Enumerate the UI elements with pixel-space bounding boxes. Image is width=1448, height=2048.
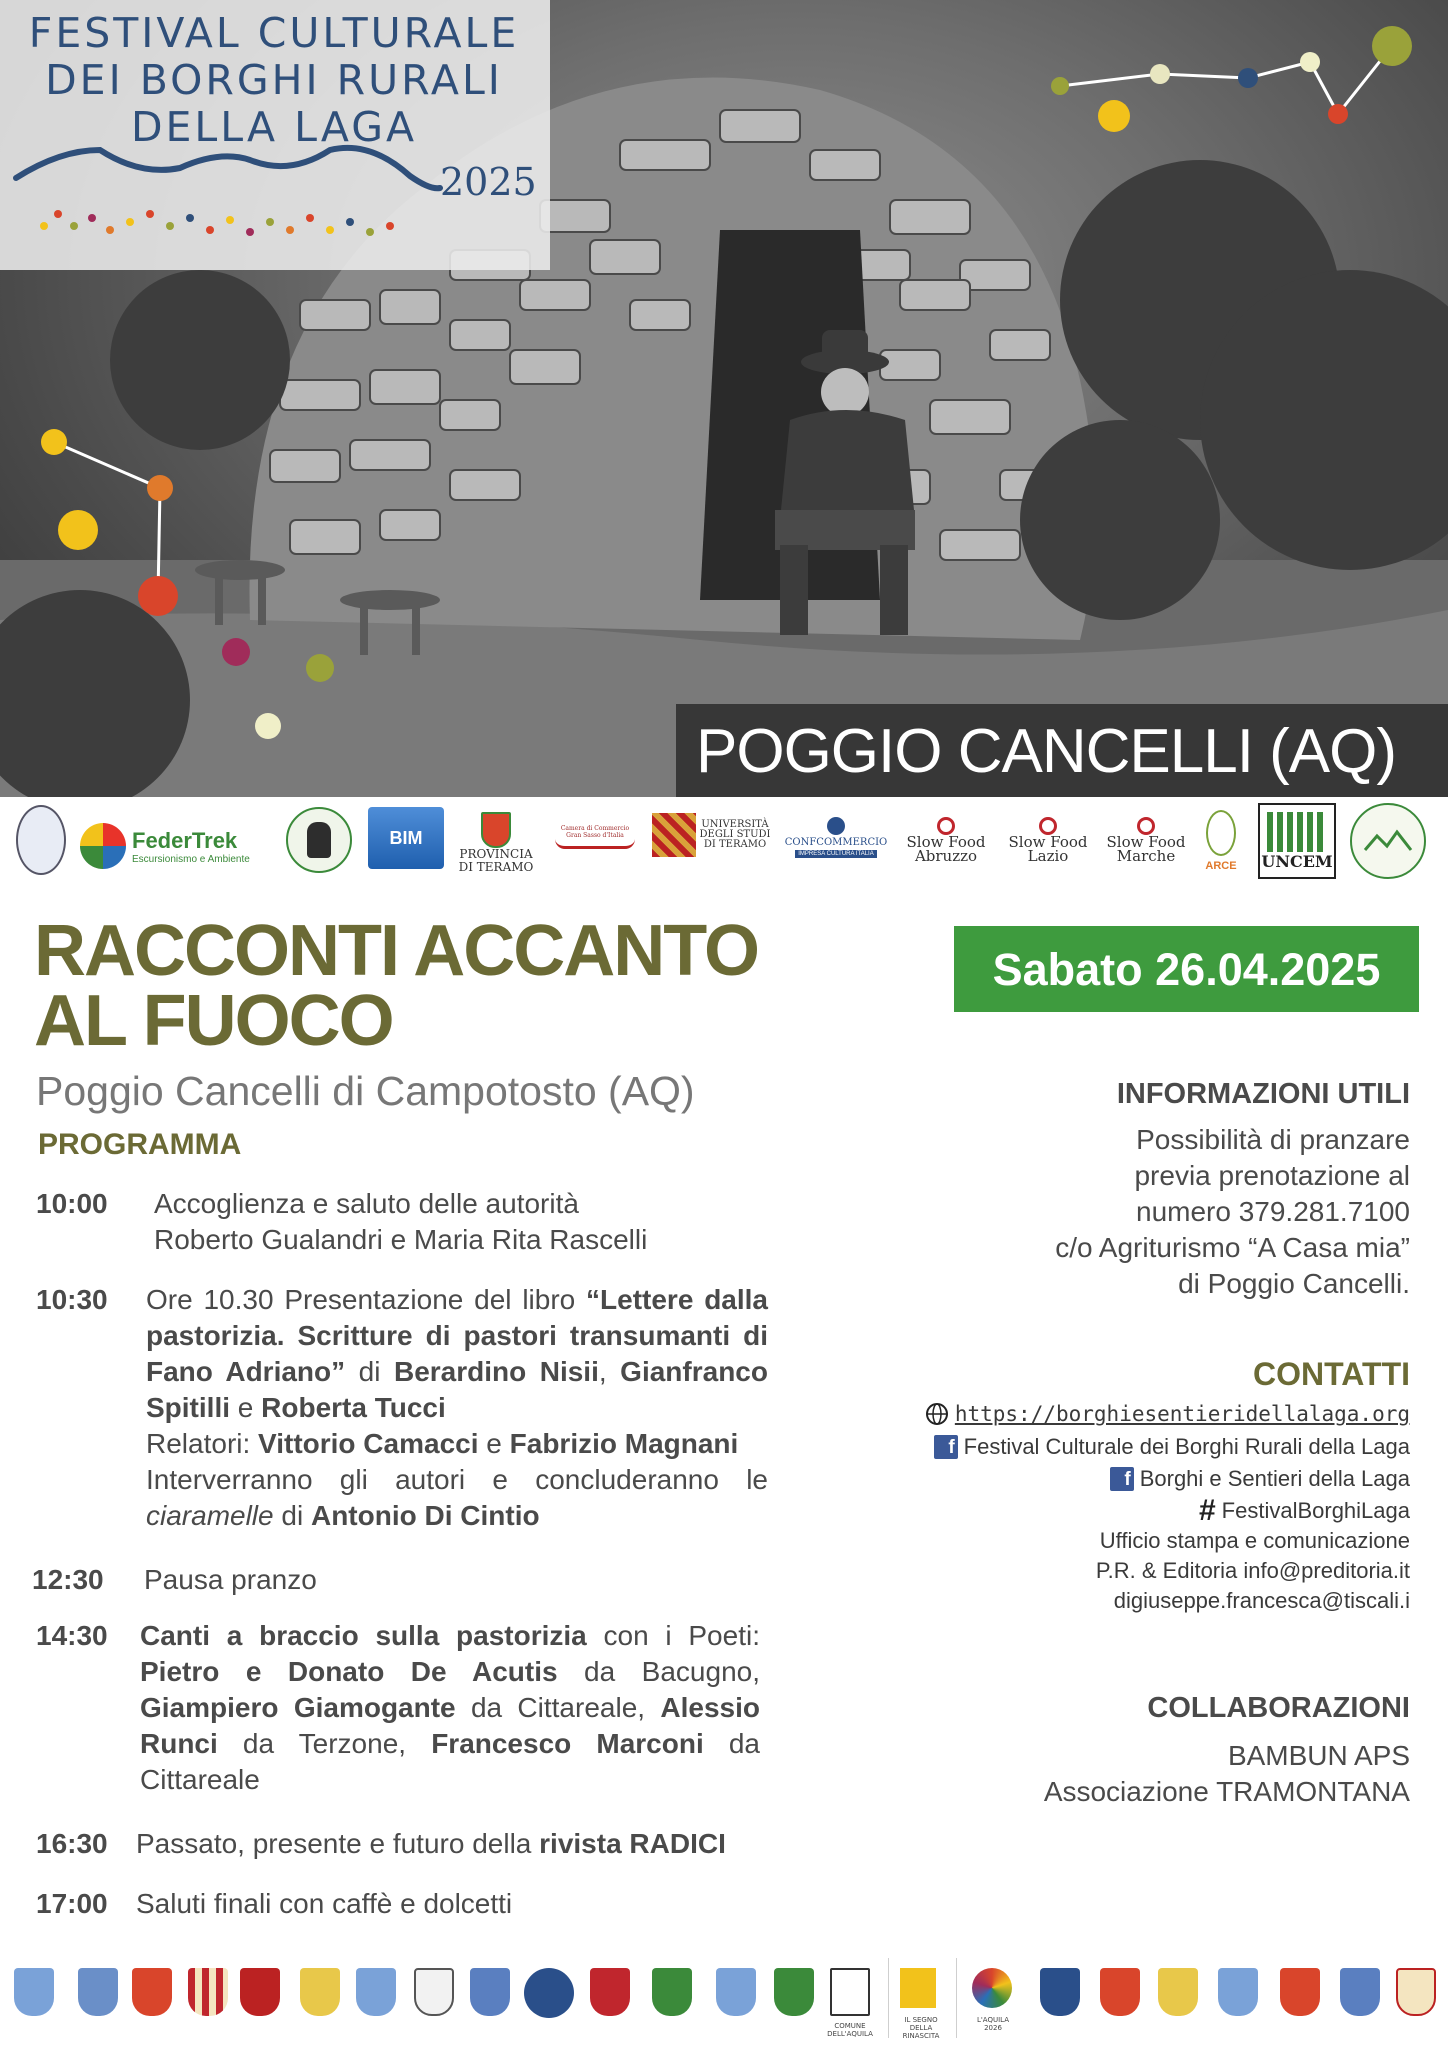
bim-label: BIM — [389, 827, 423, 848]
hashtag-text: FestivalBorghiLaga — [1221, 1498, 1410, 1523]
instrument-name: ciaramelle — [146, 1500, 274, 1531]
sponsor-logos — [0, 797, 1448, 893]
poet-name: Pietro e Donato De Acutis — [140, 1656, 558, 1687]
municipal-crest-icon — [1040, 1968, 1080, 2016]
speaker-name: Fabrizio Magnani — [509, 1428, 739, 1459]
confcommercio-icon — [827, 817, 845, 835]
municipal-seal-icon — [524, 1968, 574, 2018]
info-line: c/o Agriturismo “A Casa mia” — [1055, 1232, 1410, 1263]
bim-logo — [368, 807, 444, 869]
slowfood-marche-logo — [1100, 807, 1192, 873]
press-line: Ufficio stampa e comunicazione — [1099, 1528, 1410, 1553]
program-item — [32, 1562, 772, 1602]
program-desc — [154, 1186, 774, 1258]
program-item — [36, 1826, 796, 1866]
municipal-crest-icon — [1218, 1968, 1258, 2016]
facebook-page[interactable]: Festival Culturale dei Borghi Rurali della Laga — [963, 1434, 1410, 1459]
globe-icon — [925, 1402, 949, 1426]
facebook-link[interactable] — [934, 1434, 1410, 1460]
confcommercio-logo — [784, 807, 888, 867]
borghi-sentieri-logo — [1350, 803, 1426, 879]
parco-nazionale-logo — [286, 807, 352, 873]
hashtag-icon: # — [1198, 1494, 1216, 1527]
municipal-crest-icon — [1396, 1968, 1436, 2016]
author-name: Gianfranco Spitilli — [146, 1356, 768, 1423]
footer-divider — [956, 1958, 957, 2038]
program-desc — [146, 1282, 768, 1534]
facebook-icon: f — [934, 1435, 958, 1459]
municipal-crest-icon — [132, 1968, 172, 2016]
municipal-crest-icon — [716, 1968, 756, 2016]
slowfood-abruzzo-logo — [900, 807, 992, 873]
program-time: 16:30 — [36, 1828, 108, 1859]
program-desc: Pausa pranzo — [144, 1564, 317, 1595]
camera-commercio-logo — [550, 807, 640, 867]
municipal-crest-icon — [1100, 1968, 1140, 2016]
text-fragment: e — [230, 1392, 262, 1423]
text-fragment: Relatori: — [146, 1428, 259, 1459]
text-fragment: da Bacugno, — [557, 1656, 760, 1687]
facebook-link[interactable] — [1110, 1466, 1410, 1492]
municipal-crest-icon — [774, 1968, 814, 2016]
municipal-crest-icon — [1340, 1968, 1380, 2016]
mountains-icon — [0, 0, 550, 270]
confcommercio-sub: IMPRESA CULTURA ITALIA — [795, 850, 876, 858]
poet-name: Francesco Marconi — [431, 1728, 704, 1759]
municipal-crest-icon — [470, 1968, 510, 2016]
municipal-crest-icon — [590, 1968, 630, 2016]
program-item — [36, 1282, 776, 1538]
municipal-crest-icon — [414, 1968, 454, 2016]
confcommercio-label: CONFCOMMERCIO — [784, 836, 888, 848]
comunita-montana-logo — [16, 805, 66, 875]
municipal-crest-icon — [652, 1968, 692, 2016]
program-time: 10:30 — [36, 1284, 108, 1315]
uncem-buildings-icon — [1267, 812, 1327, 852]
provincia-label: PROVINCIA DI TERAMO — [458, 847, 534, 874]
press-email[interactable]: P.R. & Editoria info@preditoria.it — [1095, 1558, 1410, 1583]
program-desc — [136, 1826, 726, 1862]
text-fragment: , — [598, 1356, 621, 1387]
federtrek-name: FederTrek — [132, 827, 238, 853]
universita-crest-icon — [652, 813, 696, 857]
info-line: di Poggio Cancelli. — [1178, 1268, 1410, 1299]
arce-label: ARCE — [1205, 860, 1237, 872]
universita-label: UNIVERSITÀ DEGLI STUDI DI TERAMO — [699, 819, 771, 850]
municipal-crest-icon — [240, 1968, 280, 2016]
website-url[interactable]: https://borghiesentieridellalaga.org — [954, 1402, 1410, 1426]
comune-aquila-label: COMUNE DELL'AQUILA — [827, 2022, 873, 2038]
municipal-crest-icon — [300, 1968, 340, 2016]
aquila-crest-icon — [830, 1968, 870, 2016]
website-link[interactable] — [925, 1402, 1410, 1426]
text-fragment: da Cittareale, — [455, 1692, 661, 1723]
municipal-crest-icon — [356, 1968, 396, 2016]
programma-heading: PROGRAMMA — [38, 1128, 242, 1161]
program-desc — [140, 1618, 760, 1798]
event-date: Sabato 26.04.2025 — [992, 944, 1381, 995]
speaker-name: Vittorio Camacci — [258, 1428, 479, 1459]
segno-rinascita-label: IL SEGNO DELLA RINASCITA — [902, 2016, 940, 2040]
program-desc-line: Accoglienza e saluto delle autorità — [154, 1188, 579, 1219]
mountains-icon — [1363, 826, 1413, 856]
slowfood-lazio-logo — [1002, 807, 1094, 873]
facebook-page[interactable]: Borghi e Sentieri della Laga — [1139, 1466, 1410, 1491]
municipal-crest-icon — [14, 1968, 54, 2016]
program-item — [36, 1618, 776, 1795]
text-fragment: Interverranno gli autori e concluderanno le — [146, 1464, 768, 1495]
place-banner — [676, 704, 1448, 797]
federtrek-sub: Escursionismo e Ambiente — [132, 853, 250, 865]
arce-logo — [1200, 803, 1242, 879]
provincia-crest-icon — [481, 812, 511, 848]
author-name: Roberta Tucci — [261, 1392, 446, 1423]
festival-title: FESTIVAL CULTURALE DEI BORGHI RURALI DELLA LAGA — [28, 9, 520, 151]
slowfood-marche-label: Slow Food Marche — [1106, 833, 1186, 865]
program-time: 12:30 — [32, 1564, 104, 1595]
festival-year: 2025 — [440, 160, 537, 204]
musician-name: Antonio Di Cintio — [310, 1500, 540, 1531]
text-fragment: Passato, presente e futuro della — [136, 1828, 540, 1859]
hashtag-line — [1199, 1494, 1410, 1528]
facebook-icon: f — [1110, 1467, 1134, 1491]
federtrek-icon — [80, 823, 126, 869]
aquila-2026-label: L'AQUILA 2026 — [976, 2016, 1010, 2032]
info-heading: INFORMAZIONI UTILI — [1116, 1078, 1410, 1110]
footer-divider — [888, 1958, 889, 2038]
poet-name: Giampiero Giamogante — [140, 1692, 456, 1723]
info-line: previa prenotazione al — [1134, 1160, 1410, 1191]
segno-rinascita-icon — [900, 1968, 936, 2008]
text-fragment: di — [345, 1356, 394, 1387]
text-fragment: e — [478, 1428, 510, 1459]
footer-crests — [0, 1950, 1448, 2048]
program-desc: Saluti finali con caffè e dolcetti — [136, 1888, 513, 1919]
chamois-icon — [307, 822, 331, 858]
poet-name: Alessio Runci — [140, 1692, 760, 1759]
arce-spiral-icon — [1206, 810, 1236, 856]
collab-line: Associazione TRAMONTANA — [1043, 1776, 1410, 1807]
event-subtitle: Poggio Cancelli di Campotosto (AQ) — [36, 1068, 695, 1114]
press-email[interactable]: digiuseppe.francesca@tiscali.i — [1113, 1588, 1410, 1613]
text-fragment: da Terzone, — [217, 1728, 432, 1759]
federtrek-logo — [80, 821, 260, 871]
provincia-teramo-logo — [456, 803, 536, 883]
municipal-crest-icon — [188, 1968, 228, 2016]
festival-logo — [0, 0, 550, 270]
book-title: “Lettere dalla pastorizia. Scritture di pastori transumanti di Fano Adriano” — [146, 1284, 769, 1387]
uncem-logo — [1258, 803, 1336, 879]
municipal-crest-icon — [78, 1968, 118, 2016]
program-item — [36, 1886, 796, 1926]
program-item — [36, 1186, 776, 1266]
slowfood-abruzzo-label: Slow Food Abruzzo — [906, 833, 986, 865]
aquila-2026-icon — [972, 1968, 1012, 2008]
municipal-crest-icon — [1158, 1968, 1198, 2016]
place-name: POGGIO CANCELLI (AQ) — [696, 717, 1397, 786]
municipal-crest-icon — [1280, 1968, 1320, 2016]
event-title: RACCONTI ACCANTO AL FUOCO — [34, 911, 758, 1061]
text-fragment: di — [273, 1500, 311, 1531]
uncem-label: UNCEM — [1261, 851, 1333, 871]
text-fragment: da Cittareale — [140, 1728, 760, 1795]
date-badge — [954, 926, 1419, 1012]
hero-photo — [0, 0, 1448, 797]
slowfood-lazio-label: Slow Food Lazio — [1008, 833, 1088, 865]
collab-heading: COLLABORAZIONI — [1147, 1692, 1410, 1724]
program-desc-line: Roberto Gualandri e Maria Rita Rascelli — [154, 1224, 648, 1255]
info-line: numero 379.281.7100 — [1136, 1196, 1410, 1227]
camera-label: Camera di Commercio Gran Sasso d'Italia — [560, 825, 630, 839]
collab-line: BAMBUN APS — [1227, 1740, 1410, 1771]
program-time: 10:00 — [36, 1188, 108, 1219]
author-name: Berardino Nisii — [393, 1356, 599, 1387]
camera-swoosh-icon — [555, 839, 635, 849]
program-time: 14:30 — [36, 1620, 108, 1651]
text-fragment: Ore 10.30 Presentazione del libro — [146, 1284, 587, 1315]
text-fragment: con i Poeti: — [586, 1620, 760, 1651]
program-time: 17:00 — [36, 1888, 108, 1919]
universita-teramo-logo — [646, 807, 776, 863]
event-name: Canti a braccio sulla pastorizia — [140, 1620, 587, 1651]
magazine-name: rivista RADICI — [539, 1828, 726, 1859]
info-line: Possibilità di pranzare — [1136, 1124, 1410, 1155]
contacts-heading: CONTATTI — [1253, 1356, 1410, 1392]
